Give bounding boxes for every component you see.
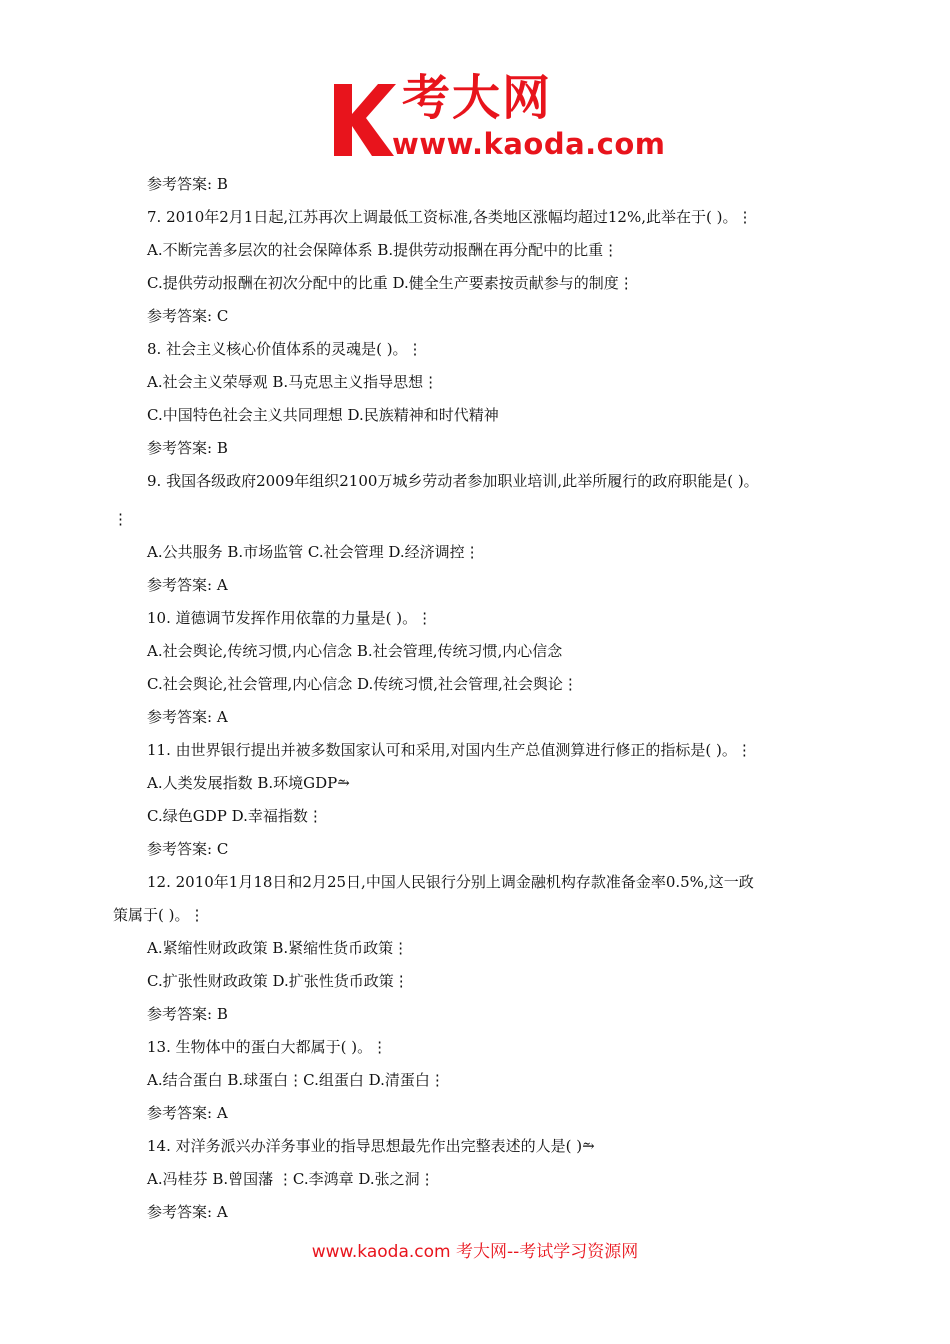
question-10: 10. 道德调节发挥作用依靠的力量是( )。⋮ [147,609,433,627]
question-8: 8. 社会主义核心价值体系的灵魂是( )。⋮ [147,340,423,358]
options-line: A.社会主义荣辱观 B.马克思主义指导思想⋮ [147,373,439,391]
question-12: 12. 2010年1月18日和2月25日,中国人民银行分别上调金融机构存款准备金率0.5%,这一政 [147,873,754,891]
answer-line: 参考答案: A [147,708,228,726]
question-11: 11. 由世界银行提出并被多数国家认可和采用,对国内生产总值测算进行修正的指标是( )。⋮ [147,741,752,759]
question-7: 7. 2010年2月1日起,江苏再次上调最低工资标准,各类地区涨幅均超过12%,此举在于( )。⋮ [147,208,753,226]
options-line: C.社会舆论,社会管理,内心信念 D.传统习惯,社会管理,社会舆论⋮ [147,675,578,693]
answer-line: 参考答案: C [147,307,229,325]
options-line: A.结合蛋白 B.球蛋白⋮C.组蛋白 D.清蛋白⋮ [147,1071,445,1089]
options-line: C.扩张性财政政策 D.扩张性货币政策⋮ [147,972,409,990]
answer-line: 参考答案: B [147,1005,228,1023]
options-line: A.社会舆论,传统习惯,内心信念 B.社会管理,传统习惯,内心信念 [147,642,563,660]
question-9: 9. 我国各级政府2009年组织2100万城乡劳动者参加职业培训,此举所履行的政府职能是( )。 [147,472,759,490]
options-line: A.人类发展指数 B.环境GDP⥲ [147,774,350,792]
page-footer[interactable]: www.kaoda.com 考大网--考试学习资源网 [311,1242,639,1262]
continuation-line: 策属于( )。⋮ [113,906,205,924]
options-line: A.紧缩性财政政策 B.紧缩性货币政策⋮ [147,939,409,957]
logo-k-icon [332,80,396,156]
logo-title: 考大网 [402,70,553,126]
options-line: C.中国特色社会主义共同理想 D.民族精神和时代精神 [147,406,499,424]
question-14: 14. 对洋务派兴办洋务事业的指导思想最先作出完整表述的人是( )⥲ [147,1137,595,1155]
options-line: A.公共服务 B.市场监管 C.社会管理 D.经济调控⋮ [147,543,480,561]
logo-url[interactable]: www.kaoda.com [392,127,666,161]
answer-line: 参考答案: A [147,576,228,594]
answer-line: 参考答案: A [147,1104,228,1122]
continuation-line: ⋮ [113,510,128,528]
question-13: 13. 生物体中的蛋白大都属于( )。⋮ [147,1038,388,1056]
options-line: C.绿色GDP D.幸福指数⋮ [147,807,323,825]
options-line: C.提供劳动报酬在初次分配中的比重 D.健全生产要素按贡献参与的制度⋮ [147,274,634,292]
answer-line: 参考答案: B [147,175,228,193]
site-logo [0,0,950,170]
options-line: A.冯桂芬 B.曾国藩 ⋮C.李鸿章 D.张之洞⋮ [147,1170,435,1188]
options-line: A.不断完善多层次的社会保障体系 B.提供劳动报酬在再分配中的比重⋮ [147,241,619,259]
answer-line: 参考答案: A [147,1203,228,1221]
answer-line: 参考答案: B [147,439,228,457]
document-body [113,168,841,1229]
answer-line: 参考答案: C [147,840,229,858]
